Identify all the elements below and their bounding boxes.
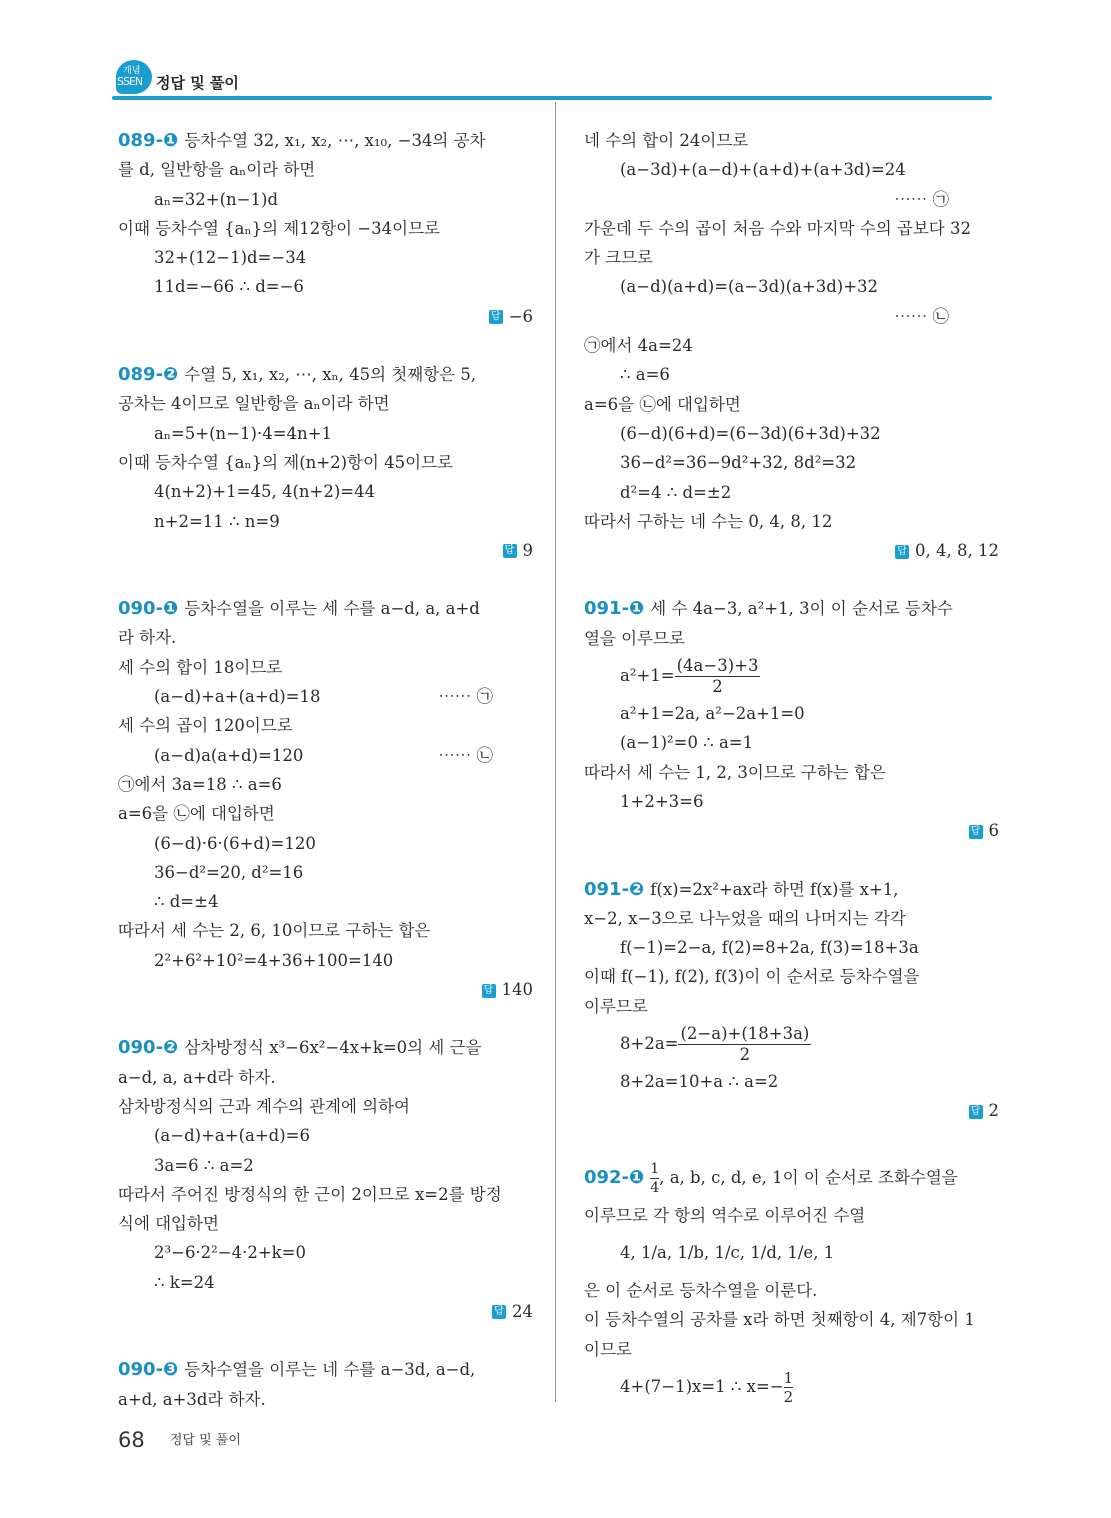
answer-badge-icon: 답	[503, 544, 517, 558]
text-line: 세 수의 합이 18이므로	[118, 657, 283, 677]
answer-line	[118, 302, 533, 331]
solution-091-1	[584, 594, 999, 845]
answer-line	[118, 1297, 533, 1326]
equation-line: 4(n+2)+1=45, 4(n+2)=44	[154, 482, 376, 502]
text-line: 이때 등차수열 {aₙ}의 제12항이 −34이므로	[118, 218, 440, 238]
text-line: a=6을 ㉡에 대입하면	[118, 804, 275, 824]
answer-line	[118, 536, 533, 565]
text-line: x−2, x−3으로 나누었을 때의 나머지는 각각	[584, 908, 906, 928]
equation-tag: ⋯⋯ ㉡	[894, 306, 949, 326]
text-line: 가 크므로	[584, 248, 654, 268]
answer-value: −6	[508, 306, 533, 326]
text-line: 삼차방정식의 근과 계수의 관계에 의하여	[118, 1096, 410, 1116]
answer-badge-icon: 답	[489, 310, 503, 324]
text-line: 따라서 세 수는 2, 6, 10이므로 구하는 합은	[118, 921, 431, 941]
left-column	[118, 126, 533, 1414]
answer-value: 0, 4, 8, 12	[915, 541, 999, 561]
equation-lhs: 8+2a=	[620, 1034, 679, 1054]
solution-092-1	[584, 1155, 999, 1410]
numerator: (2−a)+(18+3a)	[680, 1024, 810, 1044]
text-line: 이때 f(−1), f(2), f(3)이 이 순서로 등차수열을	[584, 967, 920, 987]
text-line: 이루므로	[584, 996, 648, 1016]
text-line: 은 이 순서로 등차수열을 이룬다.	[584, 1280, 818, 1300]
equation-line: ∴ k=24	[154, 1272, 215, 1292]
equation-tag: ⋯⋯ ㉠	[894, 189, 949, 209]
text-line: 수열 5, x₁, x₂, ⋯, xₙ, 45의 첫째항은 5,	[184, 365, 477, 385]
text-line: 라 하자.	[118, 628, 177, 648]
equation-line	[584, 1364, 999, 1410]
text-line: 이때 등차수열 {aₙ}의 제(n+2)항이 45이므로	[118, 452, 453, 472]
equation-line: aₙ=32+(n−1)d	[154, 189, 279, 209]
solution-090-3-continued	[584, 126, 999, 565]
answer-line	[584, 1096, 999, 1125]
problem-number: 092-❶	[584, 1166, 645, 1188]
text-line: 가운데 두 수의 곱이 처음 수와 마지막 수의 곱보다 32	[584, 218, 971, 238]
text-line: 세 수 4a−3, a²+1, 3이 이 순서로 등차수	[650, 599, 953, 619]
equation-line: 11d=−66 ∴ d=−6	[154, 277, 304, 297]
text-line: ㉠에서 4a=24	[584, 336, 693, 356]
equation-line: aₙ=5+(n−1)·4=4n+1	[154, 423, 332, 443]
text-line: 등차수열 32, x₁, x₂, ⋯, x₁₀, −34의 공차	[184, 131, 486, 150]
text-line: f(x)=2x²+ax라 하면 f(x)를 x+1,	[650, 879, 899, 899]
equation-line: 8+2a=10+a ∴ a=2	[620, 1072, 779, 1092]
text-line: a−d, a, a+d라 하자.	[118, 1067, 276, 1087]
text-content: , a, b, c, d, e, 1이 이 순서로 조화수열을	[659, 1167, 958, 1187]
header-divider	[112, 96, 992, 100]
solution-090-3	[118, 1355, 533, 1414]
text-line: 이므로	[584, 1339, 632, 1359]
answer-line	[118, 975, 533, 1004]
answer-badge-icon: 답	[492, 1305, 506, 1319]
page-header	[112, 58, 992, 102]
equation-line: 1+2+3=6	[620, 791, 704, 811]
text-line: a+d, a+3d라 하자.	[118, 1389, 266, 1409]
problem-number: 089-❶	[118, 130, 179, 151]
footer-title: 정답 및 풀이	[169, 1433, 241, 1448]
logo-text-top: 개념	[123, 66, 141, 76]
numerator: 1	[650, 1160, 660, 1177]
equation-line: 32+(12−1)d=−34	[154, 248, 307, 268]
solution-089-2	[118, 360, 533, 565]
answer-line	[584, 816, 999, 845]
text-line	[584, 1155, 999, 1201]
text-line: 이루므로 각 항의 역수로 이루어진 수열	[584, 1205, 866, 1225]
denominator: 2	[712, 677, 723, 697]
text-line: 세 수의 곱이 120이므로	[118, 716, 293, 736]
text-line: 공차는 4이므로 일반항을 aₙ이라 하면	[118, 394, 390, 414]
text-line: 등차수열을 이루는 네 수를 a−3d, a−d,	[184, 1360, 476, 1380]
text-line: 를 d, 일반항을 aₙ이라 하면	[118, 160, 316, 180]
equation-line: (a−1)²=0 ∴ a=1	[620, 733, 754, 753]
answer-value: 24	[512, 1301, 533, 1321]
brand-logo	[116, 60, 152, 94]
answer-badge-icon: 답	[482, 984, 496, 998]
logo-text-bottom: SSEN	[117, 75, 143, 88]
answer-value: 140	[501, 980, 533, 1000]
numerator: 1	[783, 1368, 794, 1387]
text-line: 열을 이루므로	[584, 628, 685, 648]
problem-number: 090-❶	[118, 598, 179, 620]
equation-tag: ⋯⋯ ㉡	[438, 745, 493, 765]
answer-value: 2	[988, 1101, 999, 1121]
page-title: 정답 및 풀이	[156, 74, 239, 92]
solution-090-1	[118, 594, 533, 1004]
equation-line: (a−d)+a+(a+d)=6	[154, 1126, 311, 1146]
page-footer	[118, 1428, 241, 1452]
equation-line: 36−d²=20, d²=16	[154, 862, 304, 882]
text-line: 이 등차수열의 공차를 x라 하면 첫째항이 4, 제7항이 1	[584, 1310, 975, 1330]
answer-badge-icon: 답	[969, 1105, 983, 1119]
equation-line: d²=4 ∴ d=±2	[620, 482, 732, 502]
equation-line: (a−d)+a+(a+d)=18	[154, 687, 321, 707]
text-line: 따라서 구하는 네 수는 0, 4, 8, 12	[584, 511, 833, 531]
equation-line: 36−d²=36−9d²+32, 8d²=32	[620, 453, 857, 473]
fraction-equation	[584, 653, 999, 699]
denominator: 2	[739, 1045, 751, 1065]
denominator: 4	[650, 1179, 660, 1196]
equation-tag: ⋯⋯ ㉠	[438, 687, 493, 707]
equation-line: n+2=11 ∴ n=9	[154, 511, 280, 531]
answer-badge-icon: 답	[895, 545, 909, 559]
solution-090-2	[118, 1033, 533, 1326]
equation-line: 3a=6 ∴ a=2	[154, 1155, 254, 1175]
text-line: ㉠에서 3a=18 ∴ a=6	[118, 774, 282, 794]
text-line: 따라서 세 수는 1, 2, 3이므로 구하는 합은	[584, 762, 886, 782]
answer-badge-icon: 답	[969, 825, 983, 839]
answer-line	[584, 536, 999, 565]
equation-line: ∴ d=±4	[154, 892, 219, 912]
solution-089-1	[118, 126, 533, 331]
text-line: 삼차방정식 x³−6x²−4x+k=0의 세 근을	[184, 1038, 482, 1058]
equation-line: 2³−6·2²−4·2+k=0	[154, 1243, 307, 1263]
numerator: (4a−3)+3	[676, 656, 759, 676]
equation-line: 2²+6²+10²=4+36+100=140	[154, 950, 394, 970]
text-line: 네 수의 합이 24이므로	[584, 131, 749, 150]
equation-lhs: a²+1=	[620, 666, 675, 686]
equation-line: f(−1)=2−a, f(2)=8+2a, f(3)=18+3a	[620, 938, 919, 958]
problem-number: 091-❷	[584, 878, 645, 900]
fraction-equation	[584, 1021, 999, 1067]
answer-value: 9	[522, 540, 533, 560]
text-line: a=6을 ㉡에 대입하면	[584, 394, 741, 414]
problem-number: 089-❷	[118, 364, 179, 386]
equation-line: ∴ a=6	[620, 365, 670, 385]
text-line: 따라서 주어진 방정식의 한 근이 2이므로 x=2를 방정	[118, 1184, 502, 1204]
denominator: 2	[783, 1387, 794, 1406]
problem-number: 091-❶	[584, 598, 645, 620]
equation-line: (6−d)·6·(6+d)=120	[154, 833, 316, 853]
equation-line: (a−d)(a+d)=(a−3d)(a+3d)+32	[620, 277, 879, 297]
page-number: 68	[118, 1428, 145, 1452]
equation-line: 4, 1/a, 1/b, 1/c, 1/d, 1/e, 1	[620, 1242, 835, 1262]
text-line: 식에 대입하면	[118, 1214, 219, 1234]
right-column	[584, 126, 999, 1410]
column-divider	[555, 102, 556, 1402]
answer-value: 6	[988, 821, 999, 841]
equation-line: (a−d)a(a+d)=120	[154, 745, 304, 765]
problem-number: 090-❷	[118, 1037, 179, 1059]
equation-lhs: 4+(7−1)x=1 ∴ x=−	[620, 1376, 784, 1396]
problem-number: 090-❸	[118, 1359, 179, 1381]
text-line: 등차수열을 이루는 세 수를 a−d, a, a+d	[184, 599, 480, 619]
equation-line: a²+1=2a, a²−2a+1=0	[620, 704, 805, 724]
equation-line: (a−3d)+(a−d)+(a+d)+(a+3d)=24	[620, 160, 906, 180]
equation-line: (6−d)(6+d)=(6−3d)(6+3d)+32	[620, 423, 881, 443]
solution-091-2	[584, 875, 999, 1126]
